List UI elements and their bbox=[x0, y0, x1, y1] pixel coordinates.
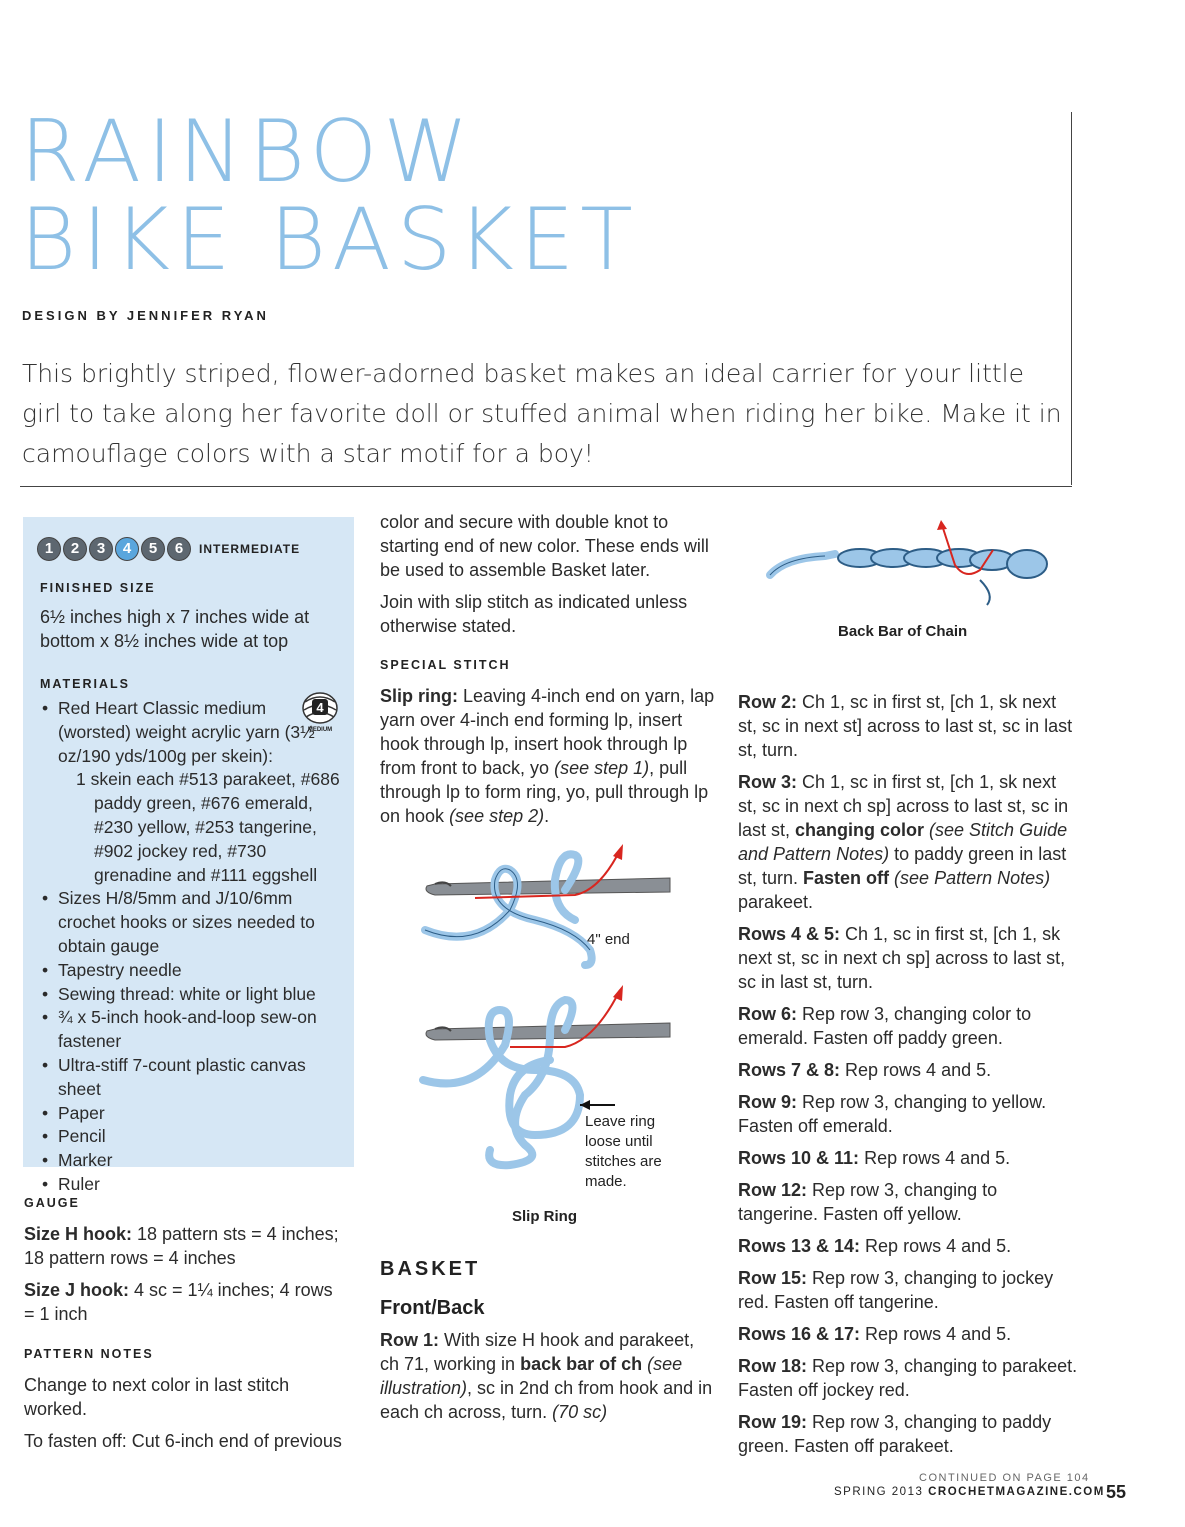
pattern-note: To fasten off: Cut 6-inch end of previous bbox=[24, 1431, 342, 1451]
materials-list bbox=[40, 697, 340, 1197]
continued-note: CONTINUED ON PAGE 104 bbox=[919, 1472, 1090, 1484]
header-rule-horizontal bbox=[20, 486, 1072, 487]
row-12-instructions: Row 12: Rep row 3, changing to tangerine. Fasten off yellow. bbox=[738, 1180, 998, 1224]
skill-dot-1: 1 bbox=[37, 537, 61, 561]
finished-size-section bbox=[40, 581, 345, 653]
slip-ring-caption: Slip Ring bbox=[512, 1208, 577, 1225]
gauge-h-hook: Size H hook: 18 pattern sts = 4 inches; 18 pattern rows = 4 inches bbox=[24, 1224, 339, 1268]
material-item: • Sewing thread: white or light blue bbox=[40, 983, 340, 1007]
row-19-instructions: Row 19: Rep row 3, changing to paddy green. Fasten off parakeet. bbox=[738, 1412, 1052, 1456]
page-number: 55 bbox=[1106, 1482, 1127, 1502]
rows-13-14-instructions: Rows 13 & 14: Rep rows 4 and 5. bbox=[738, 1236, 1012, 1256]
special-stitch-heading: SPECIAL STITCH bbox=[380, 658, 511, 672]
back-bar-caption: Back Bar of Chain bbox=[838, 623, 968, 640]
material-item: • Paper bbox=[40, 1102, 340, 1126]
header-rule-vertical bbox=[1071, 112, 1072, 485]
row-3-instructions: Row 3: Ch 1, sc in first st, [ch 1, sk next st, sc in next ch sp] across to last st, sc in last st, changing color (see Stitch Guide and Pattern Notes) to paddy green in last st, turn. Fasten off (see Pattern Notes) parakeet. bbox=[738, 772, 1069, 912]
column-3-rows bbox=[738, 690, 1078, 1458]
material-item: • Tapestry needle bbox=[40, 959, 340, 983]
yarn-colors: 1 skein each #513 parakeet, #686 paddy green, #676 emerald, #230 yellow, #253 tangerine, #902 jockey red, #730 grenadine and #111 eggshell bbox=[76, 769, 340, 885]
material-item: • Ruler bbox=[40, 1173, 340, 1197]
pattern-note: Change to next color in last stitch worked. bbox=[24, 1375, 290, 1419]
leave-ring-loose-label: Leave ring loose until stitches are made. bbox=[585, 1113, 662, 1190]
material-item: • ¾ x 5-inch hook-and-loop sew-on fastener bbox=[40, 1006, 340, 1054]
rows-4-5-instructions: Rows 4 & 5: Ch 1, sc in first st, [ch 1, sk next st, sc in next ch sp] across to last st, sc in last st, turn. bbox=[738, 924, 1066, 992]
rows-7-8-instructions: Rows 7 & 8: Rep rows 4 and 5. bbox=[738, 1060, 992, 1080]
material-item: • Sizes H/8/5mm and J/10/6mm crochet hooks or sizes needed to obtain gauge bbox=[40, 887, 340, 958]
intro-paragraph: This brightly striped, flower-adorned basket makes an ideal carrier for your little girl to take along her favorite doll or stuffed animal when riding her bike. Make it in camouflage colors with a star motif for a boy! bbox=[22, 359, 1062, 468]
basket-heading: BASKET bbox=[380, 1258, 481, 1280]
page-footer bbox=[834, 1486, 1105, 1498]
row-1-instructions: Row 1: With size H hook and parakeet, ch 71, working in back bar of ch (see illustration), sc in 2nd ch from hook and in each ch across, turn. (70 sc) bbox=[380, 1330, 713, 1422]
basket-section bbox=[380, 1258, 715, 1424]
finished-size-text: 6½ inches high x 7 inches wide at bottom x 8½ inches wide at top bbox=[40, 607, 310, 651]
slip-ring-instructions: Slip ring: Leaving 4-inch end on yarn, lap yarn over 4-inch end forming lp, insert hook through lp, insert hook through lp from front to back, yo (see step 1), pull through lp to form ring, yo, pull through lp on hook (see step 2). bbox=[380, 686, 715, 826]
material-item: • Ultra-stiff 7-count plastic canvas sheet bbox=[40, 1054, 340, 1102]
materials-section bbox=[40, 677, 340, 1197]
finished-size-heading: FINISHED SIZE bbox=[40, 581, 156, 595]
skill-dot-4-active: 4 bbox=[115, 537, 139, 561]
skill-dot-5: 5 bbox=[141, 537, 165, 561]
pattern-notes-section bbox=[24, 1347, 344, 1453]
title-line-1: RAINBOW bbox=[20, 102, 475, 202]
rows-16-17-instructions: Rows 16 & 17: Rep rows 4 and 5. bbox=[738, 1324, 1012, 1344]
yarn-weight-label: MEDIUM bbox=[307, 727, 333, 733]
skill-level-label: INTERMEDIATE bbox=[199, 542, 301, 556]
slip-stitch-note: Join with slip stitch as indicated unless otherwise stated. bbox=[380, 592, 688, 636]
page-title bbox=[20, 102, 639, 290]
pattern-notes-heading: PATTERN NOTES bbox=[24, 1347, 154, 1361]
rows-10-11-instructions: Rows 10 & 11: Rep rows 4 and 5. bbox=[738, 1148, 1011, 1168]
materials-heading: MATERIALS bbox=[40, 677, 130, 691]
pattern-note-continued: color and secure with double knot to starting end of new color. These ends will be used to assemble Basket later. bbox=[380, 512, 709, 580]
gauge-j-hook: Size J hook: 4 sc = 1¼ inches; 4 rows = 1 inch bbox=[24, 1280, 333, 1324]
slip-ring-step-1-illustration bbox=[415, 840, 680, 970]
gauge-section bbox=[24, 1196, 344, 1326]
title-line-2: BIKE BASKET bbox=[20, 190, 639, 290]
column-2 bbox=[380, 510, 715, 828]
material-item: • Marker bbox=[40, 1149, 340, 1173]
row-2-instructions: Row 2: Ch 1, sc in first st, [ch 1, sk next st, sc in next st] across to last st, sc in last st, turn. bbox=[738, 692, 1073, 760]
four-inch-end-label: 4" end bbox=[587, 931, 630, 948]
yarn-weight-icon bbox=[300, 690, 340, 733]
row-15-instructions: Row 15: Rep row 3, changing to jockey red. Fasten off tangerine. bbox=[738, 1268, 1054, 1312]
front-back-heading: Front/Back bbox=[380, 1297, 485, 1319]
designer-byline: DESIGN BY JENNIFER RYAN bbox=[22, 308, 269, 323]
gauge-heading: GAUGE bbox=[24, 1196, 80, 1210]
footer-season: SPRING 2013 bbox=[834, 1486, 929, 1498]
material-item: • Pencil bbox=[40, 1125, 340, 1149]
row-9-instructions: Row 9: Rep row 3, changing to yellow. Fasten off emerald. bbox=[738, 1092, 1047, 1136]
skill-dot-6: 6 bbox=[167, 537, 191, 561]
yarn-weight-number: 4 bbox=[316, 700, 324, 715]
back-bar-of-chain-illustration bbox=[765, 520, 1055, 610]
skill-level-indicator bbox=[37, 537, 300, 561]
row-6-instructions: Row 6: Rep row 3, changing color to emerald. Fasten off paddy green. bbox=[738, 1004, 1032, 1048]
material-item: • Red Heart Classic medium (worsted) weight acrylic yarn (3½ oz/190 yds/100g per skein): 1 skein each #513 parakeet, #686 paddy green, #676 emerald, #230 yellow, #253 tangerine, #902 jockey red, #730 grenadine and #111 eggshell bbox=[40, 697, 340, 887]
row-18-instructions: Row 18: Rep row 3, changing to parakeet. Fasten off jockey red. bbox=[738, 1356, 1078, 1400]
skill-dot-2: 2 bbox=[63, 537, 87, 561]
skill-dot-3: 3 bbox=[89, 537, 113, 561]
footer-site: CROCHETMAGAZINE.COM bbox=[928, 1486, 1105, 1498]
